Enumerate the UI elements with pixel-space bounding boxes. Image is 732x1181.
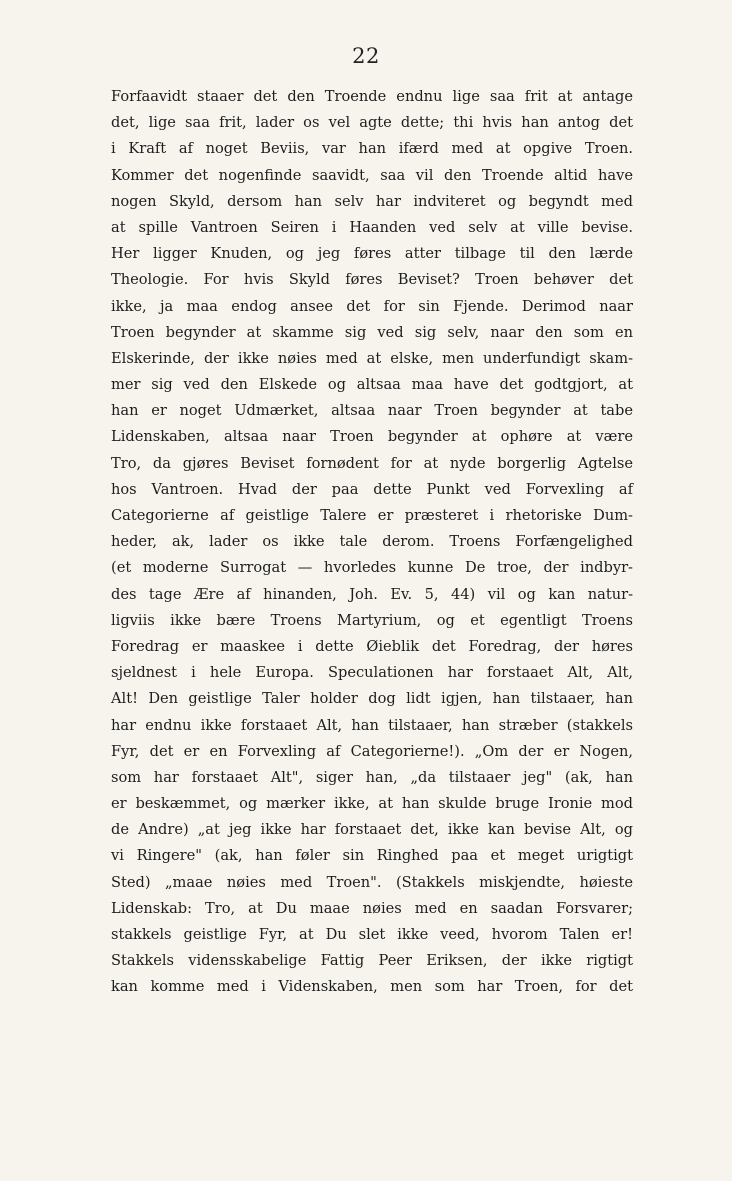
- text-line: mer sig ved den Elskede og altsaa maa have det godtgjort, at: [111, 376, 633, 394]
- text-line: i Kraft af noget Beviis, var han ifærd med at opgive Troen.: [111, 140, 633, 158]
- page-number: 22: [352, 44, 380, 68]
- text-line: Stakkels vidensskabelige Fattig Peer Eriksen, der ikke rigtigt: [111, 952, 633, 970]
- text-line: Alt! Den geistlige Taler holder dog lidt igjen, han tilstaaer, han: [111, 690, 633, 708]
- text-line: sjeldnest i hele Europa. Speculationen har forstaaet Alt, Alt,: [111, 664, 633, 682]
- text-line: Tro, da gjøres Beviset fornødent for at nyde borgerlig Agtelse: [111, 454, 633, 472]
- text-line: stakkels geistlige Fyr, at Du slet ikke veed, hvorom Talen er!: [111, 926, 633, 943]
- text-line: nogen Skyld, dersom han selv har indviteret og begyndt med: [111, 192, 633, 210]
- text-line: ikke, ja maa endog ansee det for sin Fjende. Derimod naar: [111, 297, 633, 315]
- text-line: des tage Ære af hinanden, Joh. Ev. 5, 44) vil og kan natur-: [111, 585, 633, 603]
- text-line: Forfaavidt staaer det den Troende endnu lige saa frit at antage: [111, 88, 633, 105]
- text-line: har endnu ikke forstaaet Alt, han tilstaaer, han stræber (stakkels: [111, 716, 633, 734]
- text-line: det, lige saa frit, lader os vel agte dette; thi hvis han antog det: [111, 114, 633, 132]
- text-line: Troen begynder at skamme sig ved sig selv, naar den som en: [111, 323, 633, 341]
- text-line: kan komme med i Videnskaben, men som har Troen, for det: [111, 978, 633, 996]
- text-line: han er noget Udmærket, altsaa naar Troen begynder at tabe: [111, 402, 633, 420]
- text-line: Kommer det nogenfinde saavidt, saa vil den Troende altid have: [111, 166, 633, 184]
- text-line: ligviis ikke bære Troens Martyrium, og et egentligt Troens: [111, 611, 633, 629]
- text-line: Fyr, det er en Forvexling af Categorierne!). „Om der er Nogen,: [111, 742, 633, 760]
- text-line: (et moderne Surrogat — hvorledes kunne De troe, der indbyr-: [111, 559, 633, 577]
- text-line: Elskerinde, der ikke nøies med at elske, men underfundigt skam-: [111, 349, 633, 367]
- text-line: de Andre) „at jeg ikke har forstaaet det, ikke kan bevise Alt, og: [111, 821, 633, 839]
- text-line: at spille Vantroen Seiren i Haanden ved selv at ville bevise.: [111, 218, 633, 236]
- text-line: hos Vantroen. Hvad der paa dette Punkt ved Forvexling af: [111, 480, 633, 498]
- text-line: Lidenskaben, altsaa naar Troen begynder at ophøre at være: [111, 428, 633, 446]
- text-line: Categorierne af geistlige Talere er præsteret i rhetoriske Dum-: [111, 507, 633, 524]
- text-line: Theologie. For hvis Skyld føres Beviset? Troen behøver det: [111, 271, 633, 289]
- text-line: som har forstaaet Alt", siger han, „da tilstaaer jeg" (ak, han: [111, 768, 633, 786]
- text-line: heder, ak, lader os ikke tale derom. Troens Forfængelighed: [111, 533, 633, 551]
- text-line: Sted) „maae nøies med Troen". (Stakkels miskjendte, høieste: [111, 873, 633, 891]
- text-line: er beskæmmet, og mærker ikke, at han skulde bruge Ironie mod: [111, 795, 633, 813]
- text-line: Lidenskab: Tro, at Du maae nøies med en saadan Forsvarer;: [111, 899, 633, 917]
- body-text: [111, 84, 633, 1001]
- text-line: Her ligger Knuden, og jeg føres atter tilbage til den lærde: [111, 245, 633, 263]
- text-line: vi Ringere" (ak, han føler sin Ringhed paa et meget urigtigt: [111, 847, 633, 865]
- text-line: Foredrag er maaskee i dette Øieblik det Foredrag, der høres: [111, 637, 633, 655]
